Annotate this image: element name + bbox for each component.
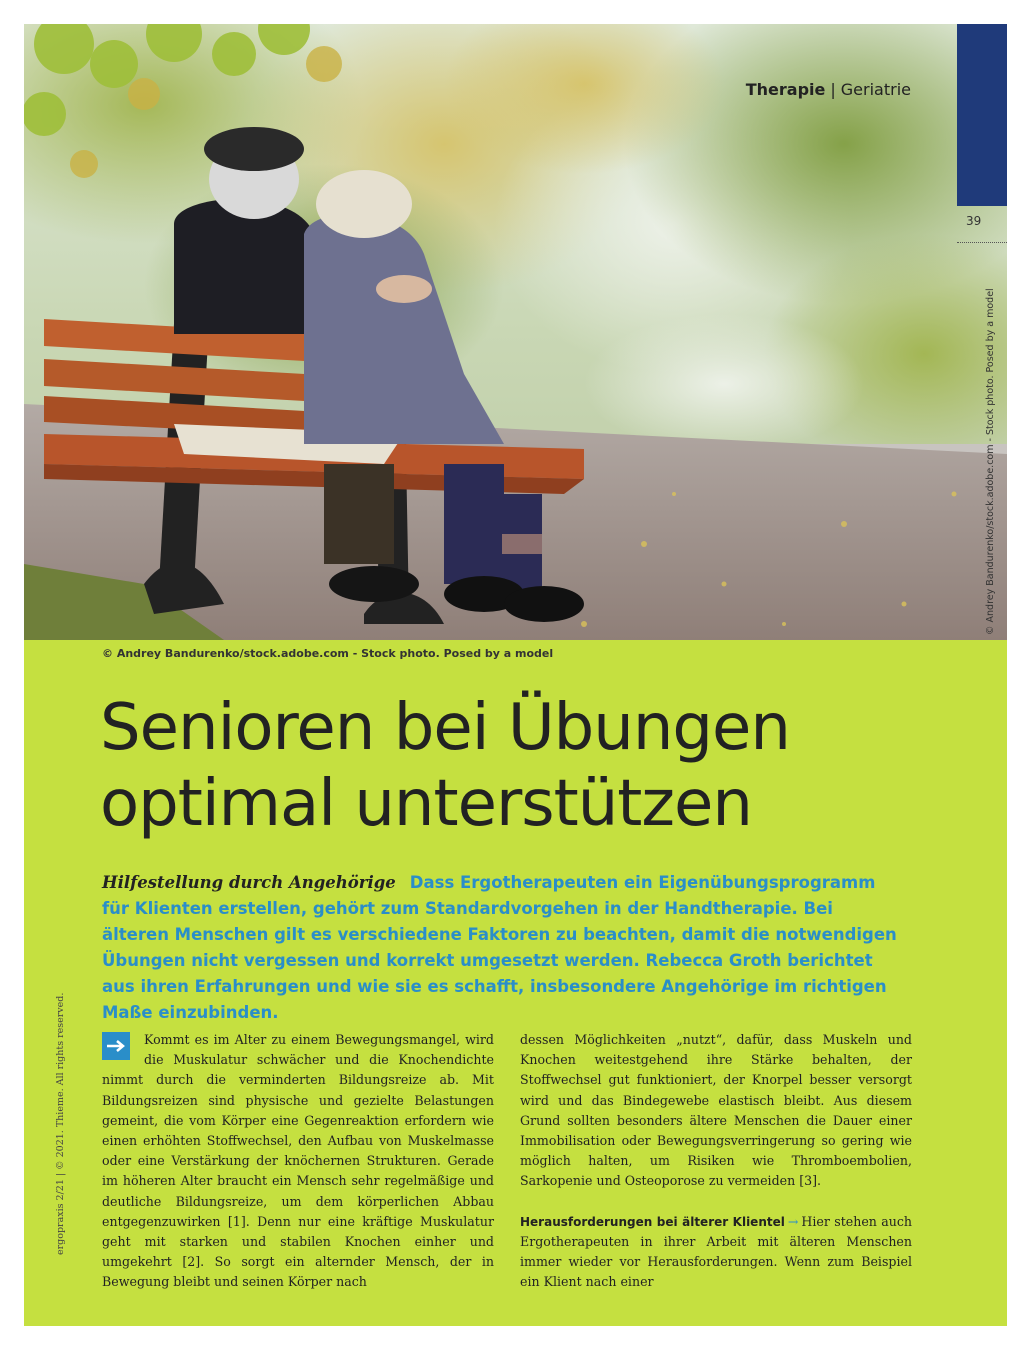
body-column-1 bbox=[102, 1030, 494, 1293]
body-paragraph-2: dessen Möglichkeiten „nutzt“, dafür, dass Muskeln und Knochen weitestgehend ihre Stärke behalten, der Stoffwechsel gut funktioniert, der Knorpel besser versorgt wird und das Bindegewebe elastisch bleibt. Aus diesem Grund sollten besonders ältere Menschen die Dauer einer Immobilisation oder Bewegungsverringerung so gering wie möglich halten, um Risiken wie Thromboembolien, Sarkopenie und Osteoporose zu vermeiden [3]. bbox=[520, 1032, 912, 1189]
subheading: Herausforderungen bei älterer Klientel bbox=[520, 1214, 785, 1229]
page-number: 39 bbox=[966, 214, 982, 228]
hero-photo bbox=[24, 24, 1007, 640]
photo-side-credit bbox=[982, 288, 1000, 635]
body-paragraph-3 bbox=[520, 1212, 912, 1293]
body-paragraph-1: Kommt es im Alter zu einem Bewegungsmangel, wird die Muskulatur schwächer und die Knochendichte nimmt durch die verminderten Bildungsreize ab. Mit Bildungsreizen sind physische und gezielte Belastungen gemeint, die vom Körper eine Gegenreaktion erfordern wie einen erhöhten Stoffwechsel, den Aufbau von Muskelmasse oder eine Verstärkung der knöchernen Strukturen. Gerade im höheren Alter braucht ein Mensch sehr regelmäßige und deutliche Bildungsreize, um dem körperlichen Abbau entgegenzuwirken [1]. Denn nur eine kräftige Muskulatur geht mit starken und stabilen Knochen einher und umgekehrt [2]. So sorgt ein alternder Mensch, der in Bewegung bleibt und seinen Körper nach bbox=[102, 1032, 494, 1290]
article-title bbox=[100, 690, 920, 842]
lead-kicker: Hilfestellung durch Angehörige bbox=[102, 873, 396, 892]
section-label: Therapie bbox=[745, 80, 826, 99]
page-number-rule bbox=[957, 242, 1007, 243]
category-label: Geriatrie bbox=[840, 80, 911, 99]
body-column-2 bbox=[520, 1030, 912, 1292]
journal-vertical-note bbox=[52, 992, 68, 1255]
photo-credit: © Andrey Bandurenko/stock.adobe.com - Stock photo. Posed by a model bbox=[102, 647, 554, 660]
title-line-2: optimal unterstützen bbox=[100, 767, 752, 841]
side-credit-text: © Andrey Bandurenko/stock.adobe.com - Stock photo. Posed by a model bbox=[985, 288, 996, 635]
title-line-1: Senioren bei Übungen bbox=[100, 691, 790, 765]
subhead-arrow-icon: → bbox=[787, 1213, 799, 1229]
section-tab bbox=[957, 24, 1007, 206]
article-lead bbox=[102, 870, 902, 1026]
journal-note-text: ergopraxis 2/21 | © 2021. Thieme. All rights reserved. bbox=[55, 992, 66, 1255]
running-header bbox=[746, 80, 911, 99]
header-separator: | bbox=[830, 80, 836, 99]
body-paragraph-3-text: Hier stehen auch Ergotherapeuten in ihrer Arbeit mit älteren Menschen immer wieder vor Herausforderungen. Wenn zum Beispiel ein Klient nach einer bbox=[520, 1213, 912, 1290]
lead-text: Dass Ergotherapeuten ein Eigenübungsprogramm für Klienten erstellen, gehört zum Standardvorgehen in der Handtherapie. Bei älteren Menschen gilt es verschiedene Faktoren zu beachten, damit die notwendigen Übungen nicht vergessen und korrekt umgesetzt werden. Rebecca Groth berichtet aus ihren Erfahrungen und wie sie es schafft, insbesondere Angehörige im richtigen Maße einzubinden. bbox=[102, 873, 897, 1022]
arrow-right-icon bbox=[102, 1032, 130, 1060]
park-bench-illustration bbox=[24, 24, 1007, 640]
